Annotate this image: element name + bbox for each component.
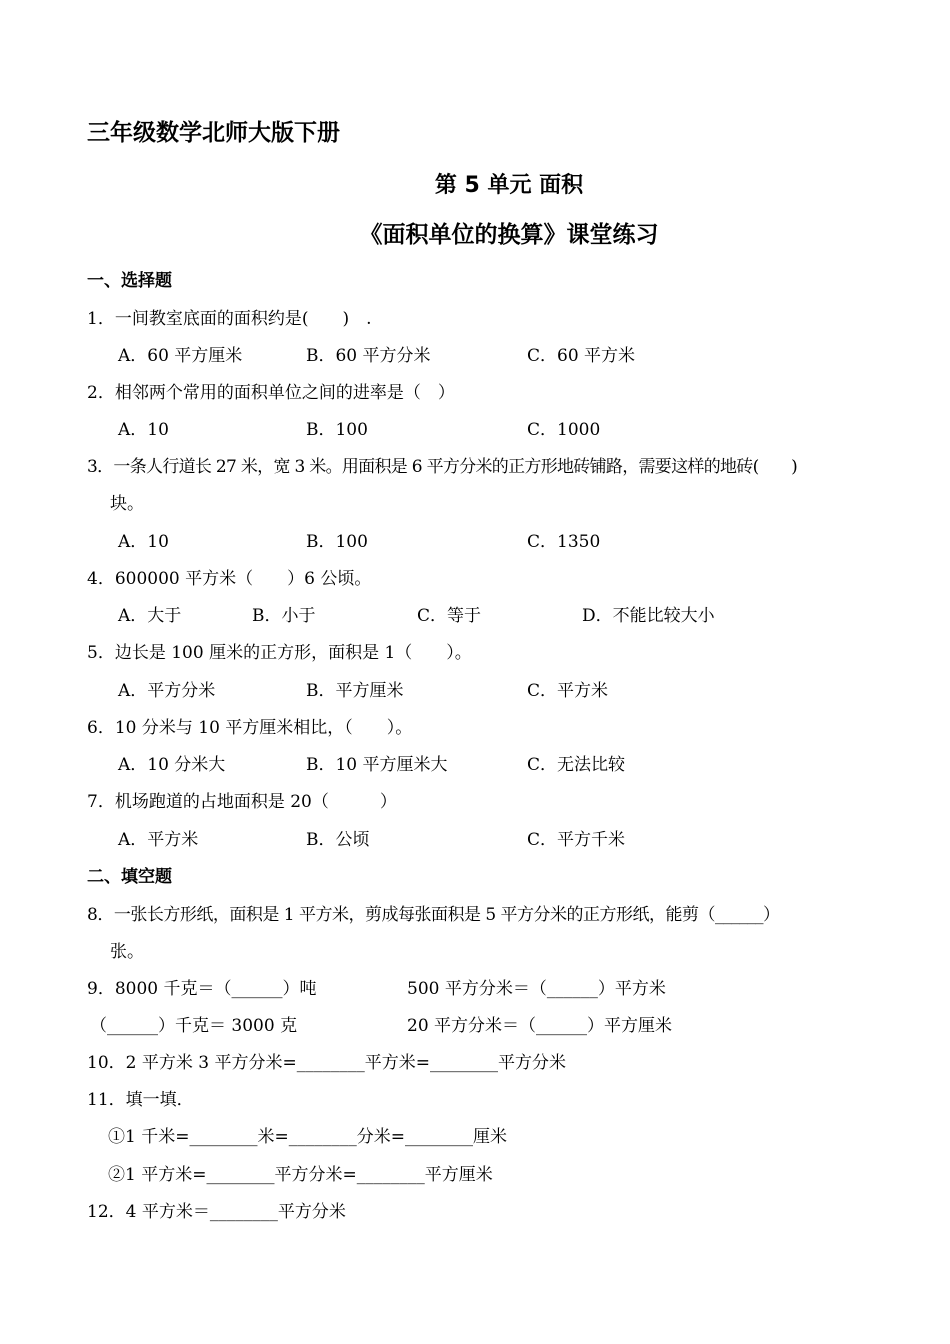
unit-title: 第 5 单元 面积 [434,173,584,198]
question-6-option-c: C．无法比较 [527,755,626,775]
question-2-option-b: B．100 [306,420,368,440]
question-5-option-a: A．平方分米 [118,681,216,701]
question-9-part-b: 500 平方分米＝（______）平方米 [407,979,666,999]
question-1-stem: 1．一间教室底面的面积约是( ) . [87,309,372,329]
question-9-part-a: 9．8000 千克＝（______）吨 [87,979,317,999]
question-1-option-a: A．60 平方厘米 [118,346,243,366]
section-heading-fill: 二、填空题 [87,867,172,887]
question-3-stem: 3．一条人行道长 27 米，宽 3 米。用面积是 6 平方分米的正方形地砖铺路，需要这样的地砖( ) [87,457,798,477]
question-6-stem: 6．10 分米与 10 平方厘米相比，（ ）。 [87,718,413,738]
question-4-option-d: D．不能比较大小 [582,606,715,626]
question-12: 12．4 平方米＝________平方分米 [87,1202,346,1222]
question-2-stem: 2．相邻两个常用的面积单位之间的进率是（ ） [87,383,455,403]
question-6-option-a: A．10 分米大 [118,755,226,775]
question-9-part-c: （______）千克＝ 3000 克 [90,1016,298,1036]
question-8-stem: 8．一张长方形纸，面积是 1 平方米，剪成每张面积是 5 平方分米的正方形纸，能剪（______） [87,905,780,925]
book-title: 三年级数学北师大版下册 [87,120,340,146]
question-1-option-b: B．60 平方分米 [306,346,431,366]
question-8-stem-continuation: 张。 [110,942,144,962]
question-11-part-b: ②1 平方米=________平方分米=________平方厘米 [108,1165,493,1185]
question-5-stem: 5．边长是 100 厘米的正方形，面积是 1（ ）。 [87,643,472,663]
lesson-title: 《面积单位的换算》课堂练习 [359,222,659,248]
section-heading-choice: 一、选择题 [87,271,172,291]
question-1-option-c: C．60 平方米 [527,346,636,366]
question-6-option-b: B．10 平方厘米大 [306,755,448,775]
question-9-part-d: 20 平方分米＝（______）平方厘米 [407,1016,673,1036]
question-7-option-b: B．公顷 [306,830,370,850]
question-7-option-c: C．平方千米 [527,830,626,850]
question-5-option-b: B．平方厘米 [306,681,404,701]
question-4-option-a: A．大于 [118,606,182,626]
question-10: 10．2 平方米 3 平方分米=________平方米=________平方分米 [87,1053,566,1073]
question-7-option-a: A．平方米 [118,830,199,850]
question-2-option-a: A．10 [118,420,169,440]
question-2-option-c: C．1000 [527,420,601,440]
question-3-stem-continuation: 块。 [110,494,144,514]
question-4-option-b: B．小于 [252,606,316,626]
question-11-part-a: ①1 千米=________米=________分米=________厘米 [108,1127,507,1147]
question-7-stem: 7．机场跑道的占地面积是 20（ ） [87,792,397,812]
question-3-option-a: A．10 [118,532,169,552]
question-4-stem: 4．600000 平方米（ ）6 公顷。 [87,569,372,589]
question-3-option-b: B．100 [306,532,368,552]
question-11-stem: 11．填一填． [87,1090,194,1110]
question-3-option-c: C．1350 [527,532,601,552]
question-5-option-c: C．平方米 [527,681,609,701]
question-4-option-c: C．等于 [417,606,482,626]
